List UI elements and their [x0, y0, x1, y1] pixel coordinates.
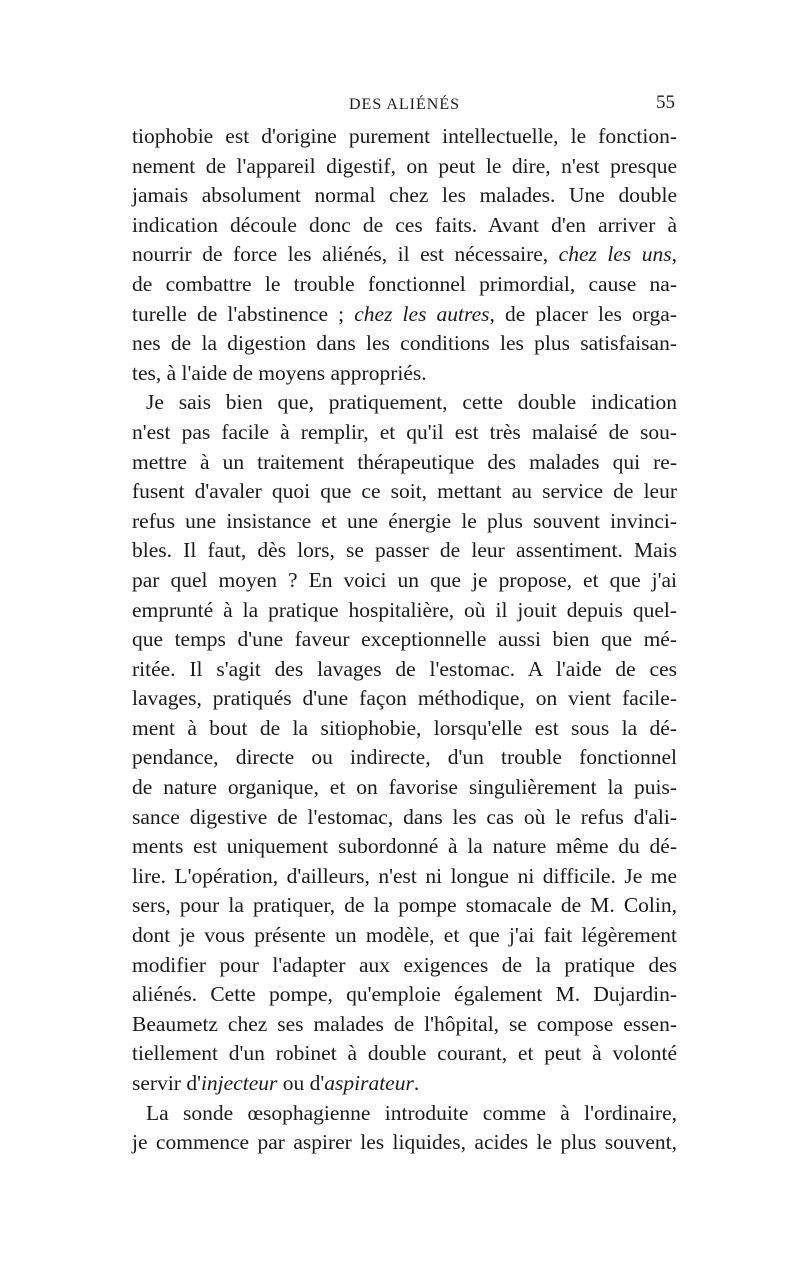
text-run: turelle de l'abstinence ;: [132, 301, 355, 326]
text-line: dont je vous présente un modèle, et que j'ai fait légèrement: [132, 923, 677, 948]
text-run: servir d': [132, 1071, 201, 1095]
italic-run: injecteur: [200, 1071, 278, 1095]
italic-run: chez les uns: [558, 242, 672, 267]
text-line: de nature organique, et on favorise singulièrement la puis-: [132, 775, 677, 800]
text-line: ritée. Il s'agit des lavages de l'estomac. A l'aide de ces: [132, 656, 677, 681]
book-page: [132, 92, 677, 1158]
text-line: je commence par aspirer les liquides, acides le plus souvent,: [132, 1130, 677, 1155]
text-line: nes de la digestion dans les conditions les plus satisfaisan-: [132, 331, 677, 356]
text-line: ments est uniquement subordonné à la nature même du dé-: [132, 834, 677, 859]
text-line: fusent d'avaler quoi que ce soit, mettant au service de leur: [132, 479, 677, 504]
text-run: , de placer les orga-: [489, 301, 678, 326]
italic-run: chez les autres: [354, 301, 490, 326]
text-line: lire. L'opération, d'ailleurs, n'est ni longue ni difficile. Je me: [132, 863, 677, 888]
page-number: 55: [656, 92, 675, 113]
text-line: [132, 300, 677, 330]
text-line: de combattre le trouble fonctionnel primordial, cause na-: [132, 271, 677, 296]
text-line: modifier pour l'adapter aux exigences de la pratique des: [132, 952, 677, 977]
text-line: sers, pour la pratiquer, de la pompe stomacale de M. Colin,: [132, 893, 677, 918]
text-line: lavages, pratiqués d'une façon méthodique, on vient facile-: [132, 686, 677, 711]
paragraph-first-line: La sonde œsophagienne introduite comme à l'ordinaire,: [146, 1100, 677, 1125]
text-line: tiophobie est d'origine purement intellectuelle, le fonction-: [132, 124, 677, 148]
running-title: DES ALIÉNÉS: [349, 96, 460, 113]
text-line: [132, 240, 677, 270]
text-line: jamais absolument normal chez les malades. Une double: [132, 183, 677, 208]
text-line: pendance, directe ou indirecte, d'un trouble fonctionnel: [132, 745, 677, 770]
italic-run: aspirateur: [324, 1071, 414, 1095]
text-line: que temps d'une faveur exceptionnelle aussi bien que mé-: [132, 627, 677, 652]
text-line: [132, 1069, 677, 1099]
text-run: nourrir de force les aliénés, il est nécessaire,: [132, 242, 559, 267]
text-line: indication découle donc de ces faits. Avant d'en arriver à: [132, 212, 677, 237]
text-line: ment à bout de la sitiophobie, lorsqu'elle est sous la dé-: [132, 715, 677, 740]
text-run: ,: [671, 242, 678, 267]
text-line: tes, à l'aide de moyens appropriés.: [132, 360, 427, 385]
text-run: ou d': [277, 1071, 325, 1095]
text-line: Beaumetz chez ses malades de l'hôpital, se compose essen-: [132, 1011, 677, 1036]
paragraph-first-line: Je sais bien que, pratiquement, cette double indication: [146, 390, 677, 415]
text-line: par quel moyen ? En voici un que je propose, et que j'ai: [132, 567, 677, 592]
body-text: [132, 122, 677, 1158]
text-line: refus une insistance et une énergie le plus souvent invinci-: [132, 508, 677, 533]
text-line: sance digestive de l'estomac, dans les cas où le refus d'ali-: [132, 804, 677, 829]
text-line: emprunté à la pratique hospitalière, où il jouit depuis quel-: [132, 597, 677, 622]
text-run: .: [413, 1071, 420, 1095]
text-line: mettre à un traitement thérapeutique des malades qui re-: [132, 449, 677, 474]
text-line: n'est pas facile à remplir, et qu'il est très malaisé de sou-: [132, 419, 677, 444]
text-line: bles. Il faut, dès lors, se passer de leur assentiment. Mais: [132, 538, 677, 563]
text-line: nement de l'appareil digestif, on peut le dire, n'est presque: [132, 153, 677, 178]
text-line: aliénés. Cette pompe, qu'emploie également M. Dujardin-: [132, 982, 677, 1007]
running-head: [132, 92, 677, 120]
text-line: tiellement d'un robinet à double courant, et peut à volonté: [132, 1041, 677, 1066]
